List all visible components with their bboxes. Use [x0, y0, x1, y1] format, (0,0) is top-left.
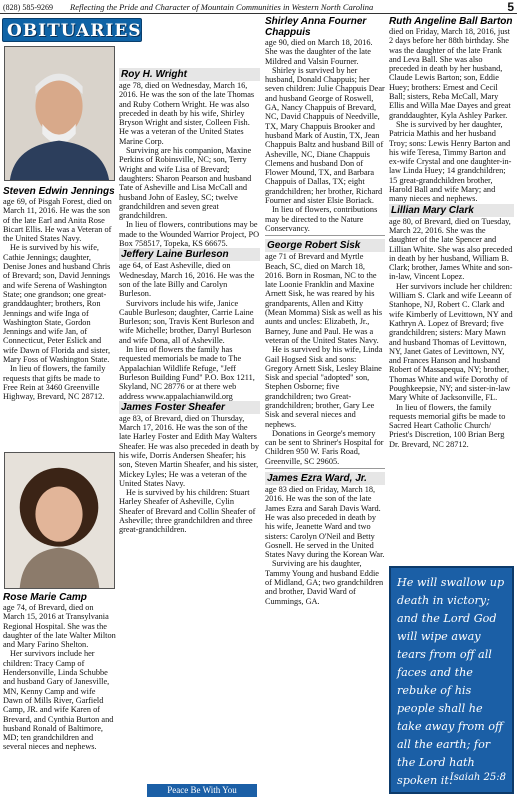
peace-banner: Peace Be With You [147, 784, 257, 797]
obit-paragraph: age 74, of Brevard, died on March 15, 2016 at Transylvania Regional Hospital. She was the daughter of the late Walter Milton and Mary Farino Shelton. [3, 603, 116, 650]
obit-paragraph: Her survivors include her children: Tracy Camp of Hendersonville, Linda Schubbe and husband Gary of Janesville, MN, Kenny Camp and wife Dawn of Mills River, Garfield Camp, JR. and wife Karen of Brevard, and Cynthia Burton and husband Ronald of Baltimore, MD; ten grandchildren and several nieces and nephews. [3, 649, 114, 752]
obit-paragraph: Shirley is survived by her husband, Donald Chappuis; her seven children: Julie Chappuis Dear and husband George of Roswell, GA, Nancy Chappuis of Brevard, NC, David Chappuis of Needville, TX, Mary Chappuis Brooker and husband Mark of Austin, TX, Jean Chappuis Baltz and husband Bill of Asheville, NC, Diane Chappuis Clemens and husband Don of Flower Mound, TX, and Barbara Chappuis of Dallas, TX; eight grandchildren; her brother, Richard Fourner and sister Elsie Boriack. [265, 65, 385, 206]
obit-name: Ruth Angeline Ball Barton [389, 16, 513, 27]
obit-paragraph: age 69, of Pisgah Forest, died on March 11, 2016. He was the son of the late Earl and Anita Rose Bicart Ellis. He was a Veteran of the United States Navy. [3, 197, 112, 244]
obit-paragraph: In lieu of flowers, contributions may be directed to the Nature Conservancy. [265, 205, 378, 233]
obituaries-banner [2, 18, 142, 42]
scripture-verse-box [389, 566, 514, 794]
obit-name: Shirley Anna Fourner Chappuis [265, 16, 367, 38]
divider [265, 235, 385, 236]
obit-name: Jeffery Laine Burleson [119, 248, 260, 261]
section-title: OBITUARIES [7, 21, 142, 41]
column-2 [119, 68, 260, 535]
obit-paragraph: age 78, died on Wednesday, March 16, 2016. He was the son of the late Thomas and Ruby Cothern Wright. He was also preceded in death by his wife, Shirley Bryson Wright and sister, Colleen Fish. He was a veteran of the United States Marine Corp. [119, 81, 255, 146]
obit-paragraph: Survivors include his wife, Janice Cauble Burleson; daughter, Carrie Laine Burleson; son, Travis Kent Burleson and wife Michelle; brother, Darryl Burleson and wife Dona, all of Asheville. [119, 298, 255, 345]
column-3 [265, 16, 385, 606]
verse-reference: Isaiah 25:8 [449, 772, 506, 783]
obit-paragraph: In lieu of flowers, the family requests memorial gifts be made to Sacred Heart Catholic Church/ Priest's Discretion, 100 Brian Berg Dr. Brevard, NC 28712. [389, 402, 506, 449]
obit-paragraph: He is survived by his children: Stuart Harley Sheafer of Asheville, Cylin Sheafer of Brevard and Collin Sheafer of Asheville; three grandchildren and three great-grandchildren. [119, 488, 256, 535]
portrait-photo-steven [4, 46, 115, 181]
obit-paragraph: He is survived by his wife, Cathie Jennings; daughter, Denise Jones and husband Chris of Brevard; son, David Jennings and wife Serena of Washington State; one grandson; one great-granddaughter; brothers, Ron Jennings and wife Inga of Washington State, Gordon Jennings and wife Jan, of Connecticut, Peter Eslick and wife Dawn of Florida and sister, Mary Foss of Washington State. [3, 243, 111, 365]
page-number: 5 [507, 0, 514, 14]
obit-paragraph: age 90, died on March 18, 2016. She was the daughter of the late Mildred and Valsin Fourner. [265, 38, 373, 66]
obit-name: George Robert Sisk [265, 239, 385, 252]
obit-name: Lillian Mary Clark [389, 204, 514, 217]
divider [265, 468, 385, 469]
obit-paragraph: died on Friday, March 18, 2016, just 2 days before her 88th birthday. She was the daughter of the late Frank and Leva Ball. She was also preceded in death by her husband, Claude Lewis Barton; son, Eddie Huey; brothers: Ernest and Cecil Ball; sisters, Reba McCall, Mary Ellis and Willa Mae Dayes and great granddaughter, Kyla Ashley Parker. [389, 27, 511, 120]
obit-paragraph: age 83 died on Friday, March 18, 2016. He was the son of the late James Ezra and Sarah Davis Ward. He was also preceded in death by his wife, Jeanette Ward and two sisters: Carolyn O'Neil and Betty Gosnell. He served in the United States Navy during the Korean War. [265, 485, 385, 560]
obit-name: Steven Edwin Jennings [3, 186, 115, 197]
obit-paragraph: Donations in George's memory can be sent to Shriner's Hospital for Children 950 W. Faris Road, Greenville, SC 29605. [265, 428, 384, 466]
obit-paragraph: Surviving are his companion, Maxine Perkins of Robinsville, NC; son, Terry Wright and wife Lisa of Brevard; daughters: Sharon Pearson and husband Tate of Asheville and Lisa McCall and husband John of Easley, SC; twelve grandchildren and seven great grandchildren. [119, 146, 252, 221]
phone-number: (828) 585-9269 [3, 3, 53, 12]
obit-paragraph: age 64, of East Asheville, died on Wednesday, March 16, 2016. He was the son of the late Billy and Carolyn Burleson. [119, 261, 255, 299]
obit-name: Roy H. Wright [119, 68, 260, 81]
obit-paragraph: She is survived by her daughter, Patricia Mathis and her husband Troy; sons: Lewis Henry Barton and his wife Teresa, Timmy Barton and ex-wife Crystal and one daughter-in-law Linda Huey; 14 grandchildren; 15 great-grandchildren brother, Harold Ball and wife Mary; and many nieces and nephews. [389, 119, 512, 204]
obit-paragraph: age 80, of Brevard, died on Tuesday, March 22, 2016. She was the daughter of the late Spencer and Lillian White. She was also preceded in death by her husband, William B. Clark; brother, James White and son-in-law, Vincent Lopez. [389, 216, 513, 282]
obit-paragraph: In lieu of flowers the family has requested memorials be made to The Appalachian Wildlife Refuge, "Jeff Burleson Building Fund" P.O. Box 1211, Skyland, NC 28776 or at there web address www.appalachianwild.org [119, 345, 255, 401]
verse-text: He will swallow up death in victory; and the Lord God will wipe away tears from off all faces and the rebuke of his people shall he take away from off all the earth; for the Lord hath spoken it. [397, 576, 505, 787]
tagline: Reflecting the Pride and Character of Mountain Communities in Western North Carolina [70, 2, 374, 12]
obit-name: Rose Marie Camp [3, 592, 87, 603]
obit-paragraph: Her survivors include her children: William S. Clark and wife Leeann of Stanhope, NJ, Robert C. Clark and wife Kimberly of Levittown, NY and Kathryn A. Lopez of Brevard; five grandchildren; sisters: Mary Mawn and husband Thomas of Levittown, NY, Janet Gates of Levittown, NY, and Frances Hanson and husband Robert of Massapequa, NY; brother, Thomas White and wife Dorothy of Poughkeepsie, NY; and sister-in-law Mary White of Jacksonville, FL. [389, 281, 513, 403]
column-4 [389, 16, 514, 449]
column-1 [3, 186, 116, 402]
page-header [0, 0, 517, 14]
obit-paragraph: age 83, of Brevard, died on Thursday, March 17, 2016. He was the son of the late Harley Foster and Edith May Walters Sheafer. He was also preceded in death by his wife, Dorris Andersen Sheafer; his son, Steven Martin Sheafer, and his sister, Mickey Lyles; He was a veteran of the United States Navy. [119, 413, 260, 488]
obit-name: James Foster Sheafer [119, 401, 260, 414]
column-1-lower [3, 592, 116, 752]
obit-name: James Ezra Ward, Jr. [265, 472, 385, 485]
obit-paragraph: In lieu of flowers, the family requests that gifts be made to Free Rein at 3460 Greenville Highway, Brevard, NC 28712. [3, 364, 106, 402]
obit-paragraph: In lieu of flowers, contributions may be made to the Wounded Warrior Project, PO Box 758517, Topeka, KS 66675. [119, 220, 260, 249]
obit-paragraph: He is survived by his wife, Linda Gail Hogsed Sisk and sons: Gregory Arnett Sisk, Lesley Blaine Sisk and special "adopted" son, Stephen Osborne; five grandchildren; two Great-grandchildren; brother, Gary Lee Sisk and several nieces and nephews. [265, 345, 383, 429]
obit-paragraph: Surviving are his daughter, Tammy Young and husband Eddie of Midland, GA; two grandchildren and brother, David Ward of Cummings, GA. [265, 559, 384, 606]
portrait-photo-rose [4, 452, 115, 589]
obit-paragraph: age 71 of Brevard and Myrtle Beach, SC, died on March 18, 2016. Born in Rosman, NC to the late Loonie Franklin and Maxine Arnett Sisk, he was reared by his grandparents, Allen and Kitty (Mean Momma) Sisk as well as his aunts and uncles: Elizabeth, Jr., Barney, June and Paul. He was a veteran of the United States Navy. [265, 252, 383, 345]
